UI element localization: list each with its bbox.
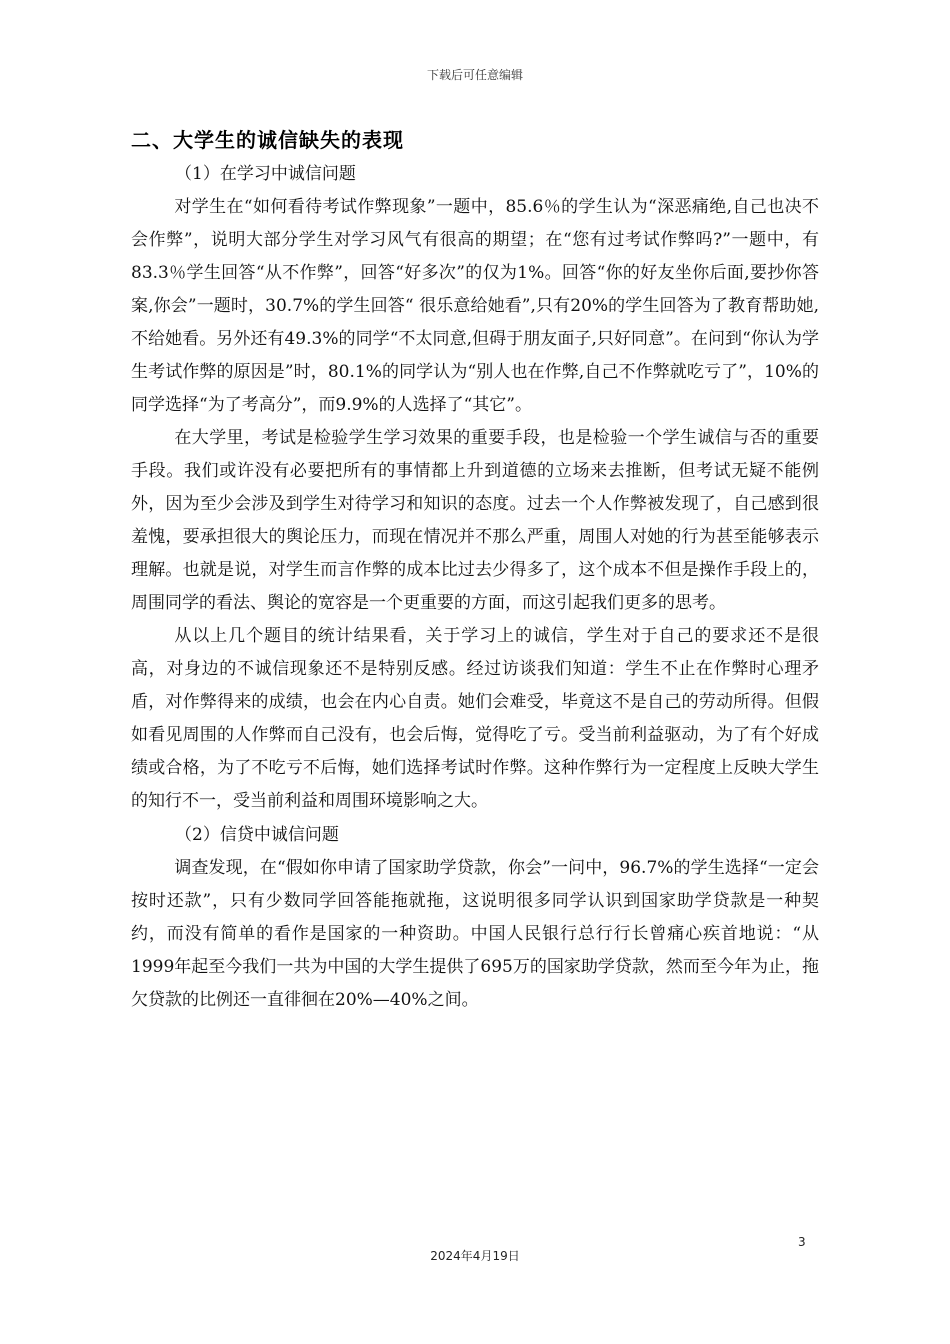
subsection-heading-study: （1）在学习中诚信问题: [175, 164, 356, 184]
page-number: 3: [798, 1235, 806, 1249]
document-body: [131, 157, 819, 1017]
paragraph: 对学生在“如何看待考试作弊现象”一题中，85.6％的学生认为“深恶痛绝,自己也决不会作弊”，说明大部分学生对学习风气有很高的期望；在“您有过考试作弊吗?”一题中，有83.3％学生回答“从不作弊”，回答“好多次”的仅为1%。回答“你的好友坐你后面,要抄你答案,你会”一题时，30.7%的学生回答“ 很乐意给她看”,只有20%的学生回答为了教育帮助她,不给她看。另外还有49.3%的同学“不太同意,但碍于朋友面子,只好同意”。在问到“你认为学生考试作弊的原因是”时，80.1%的同学认为“别人也在作弊,自己不作弊就吃亏了”，10%的同学选择“为了考高分”，而9.9%的人选择了“其它”。: [131, 197, 819, 415]
section-title: 二、大学生的诚信缺失的表现: [131, 128, 404, 152]
paragraph: 调查发现，在“假如你申请了国家助学贷款，你会”一问中，96.7%的学生选择“一定会按时还款”，只有少数同学回答能拖就拖，这说明很多同学认识到国家助学贷款是一种契约，而没有简单的看作是国家的一种资助。中国人民银行总行行长曾痛心疾首地说：“从1999年起至今我们一共为中国的大学生提供了695万的国家助学贷款，然而至今年为止，拖欠贷款的比例还一直徘徊在20%—40%之间。: [131, 858, 819, 1010]
page-footer-date: 2024年4月19日: [430, 1249, 520, 1263]
paragraph: 从以上几个题目的统计结果看，关于学习上的诚信，学生对于自己的要求还不是很高，对身边的不诚信现象还不是特别反感。经过访谈我们知道：学生不止在作弊时心理矛盾，对作弊得来的成绩，也会在内心自责。她们会难受，毕竟这不是自己的劳动所得。但假如看见周围的人作弊而自己没有，也会后悔，觉得吃了亏。受当前利益驱动，为了有个好成绩或合格，为了不吃亏不后悔，她们选择考试时作弊。这种作弊行为一定程度上反映大学生的知行不一，受当前利益和周围环境影响之大。: [131, 626, 819, 811]
subsection-heading-credit: （2）信贷中诚信问题: [175, 825, 339, 845]
paragraph: 在大学里，考试是检验学生学习效果的重要手段，也是检验一个学生诚信与否的重要手段。我们或许没有必要把所有的事情都上升到道德的立场来去推断，但考试无疑不能例外，因为至少会涉及到学生对待学习和知识的态度。过去一个人作弊被发现了，自己感到很羞愧，要承担很大的舆论压力，而现在情况并不那么严重，周围人对她的行为甚至能够表示理解。也就是说，对学生而言作弊的成本比过去少得多了，这个成本不但是操作手段上的，周围同学的看法、舆论的宽容是一个更重要的方面，而这引起我们更多的思考。: [131, 428, 819, 613]
page-header: 下载后可任意编辑: [426, 68, 523, 82]
